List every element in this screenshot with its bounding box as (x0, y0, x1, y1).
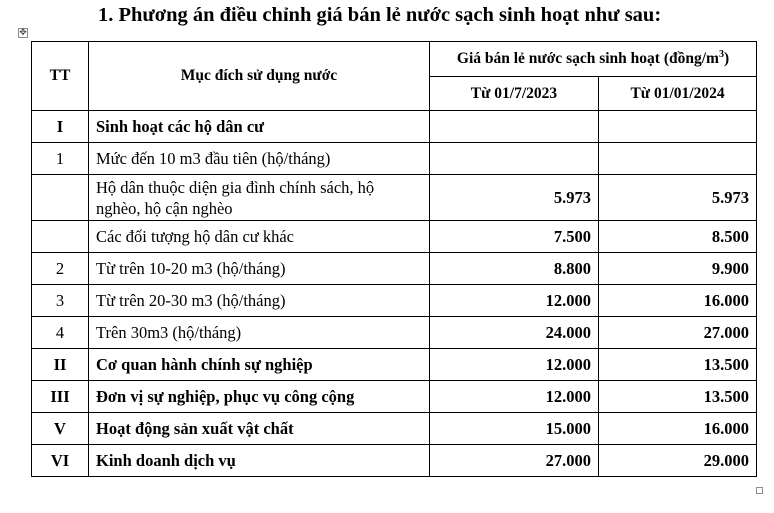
header-purpose: Mục đích sử dụng nước (89, 42, 430, 111)
page-title: 1. Phương án điều chỉnh giá bán lẻ nước sạch sinh hoạt như sau: (98, 4, 662, 26)
row-price-2023: 12.000 (430, 349, 599, 381)
row-tt: 4 (32, 317, 89, 349)
row-price-2023: 15.000 (430, 413, 599, 445)
row-purpose: Kinh doanh dịch vụ (89, 445, 430, 477)
table-row (32, 143, 757, 175)
header-col-2024: Từ 01/01/2024 (599, 77, 757, 111)
row-price-2023 (430, 143, 599, 175)
row-price-2024: 9.900 (599, 253, 757, 285)
row-price-2024 (599, 111, 757, 143)
row-price-2024: 13.500 (599, 349, 757, 381)
row-purpose: Cơ quan hành chính sự nghiệp (89, 349, 430, 381)
row-purpose: Hoạt động sản xuất vật chất (89, 413, 430, 445)
table-row (32, 111, 757, 143)
row-price-2023: 7.500 (430, 221, 599, 253)
row-purpose: Các đối tượng hộ dân cư khác (89, 221, 430, 253)
header-tt: TT (32, 42, 89, 111)
row-tt: 1 (32, 143, 89, 175)
table-row (32, 445, 757, 477)
row-tt: II (32, 349, 89, 381)
table-row (32, 175, 757, 221)
row-purpose: Từ trên 20-30 m3 (hộ/tháng) (89, 285, 430, 317)
row-price-2023 (430, 111, 599, 143)
table-row (32, 317, 757, 349)
row-price-2024: 29.000 (599, 445, 757, 477)
row-price-2024: 27.000 (599, 317, 757, 349)
row-price-2024: 8.500 (599, 221, 757, 253)
row-price-2024: 5.973 (599, 175, 757, 221)
row-purpose: Mức đến 10 m3 đầu tiên (hộ/tháng) (89, 143, 430, 175)
header-price-group: Giá bán lẻ nước sạch sinh hoạt $(đồng/m^3)$ (430, 42, 757, 77)
row-tt (32, 221, 89, 253)
row-tt: V (32, 413, 89, 445)
table-row (32, 285, 757, 317)
row-tt: VI (32, 445, 89, 477)
table-row (32, 221, 757, 253)
table-row (32, 349, 757, 381)
row-tt: III (32, 381, 89, 413)
table-row (32, 381, 757, 413)
header-col-2023: Từ 01/7/2023 (430, 77, 599, 111)
row-price-2023: 27.000 (430, 445, 599, 477)
row-price-2023: 24.000 (430, 317, 599, 349)
table-row (32, 413, 757, 445)
row-purpose: Sinh hoạt các hộ dân cư (89, 111, 430, 143)
row-tt: 2 (32, 253, 89, 285)
table-move-handle-icon[interactable]: ✥ (19, 28, 27, 38)
row-price-2024 (599, 143, 757, 175)
row-purpose: Đơn vị sự nghiệp, phục vụ công cộng (89, 381, 430, 413)
table-resize-handle[interactable] (756, 487, 763, 494)
row-tt (32, 175, 89, 221)
row-price-2024: 13.500 (599, 381, 757, 413)
row-price-2023: 12.000 (430, 285, 599, 317)
water-price-table (31, 41, 757, 477)
row-price-2024: 16.000 (599, 413, 757, 445)
row-purpose: Trên 30m3 (hộ/tháng) (89, 317, 430, 349)
table-row (32, 253, 757, 285)
row-tt: I (32, 111, 89, 143)
row-tt: 3 (32, 285, 89, 317)
row-price-2024: 16.000 (599, 285, 757, 317)
row-purpose: Hộ dân thuộc diện gia đình chính sách, hộ nghèo, hộ cận nghèo (89, 175, 430, 221)
row-purpose: Từ trên 10-20 m3 (hộ/tháng) (89, 253, 430, 285)
row-price-2023: 5.973 (430, 175, 599, 221)
row-price-2023: 8.800 (430, 253, 599, 285)
row-price-2023: 12.000 (430, 381, 599, 413)
